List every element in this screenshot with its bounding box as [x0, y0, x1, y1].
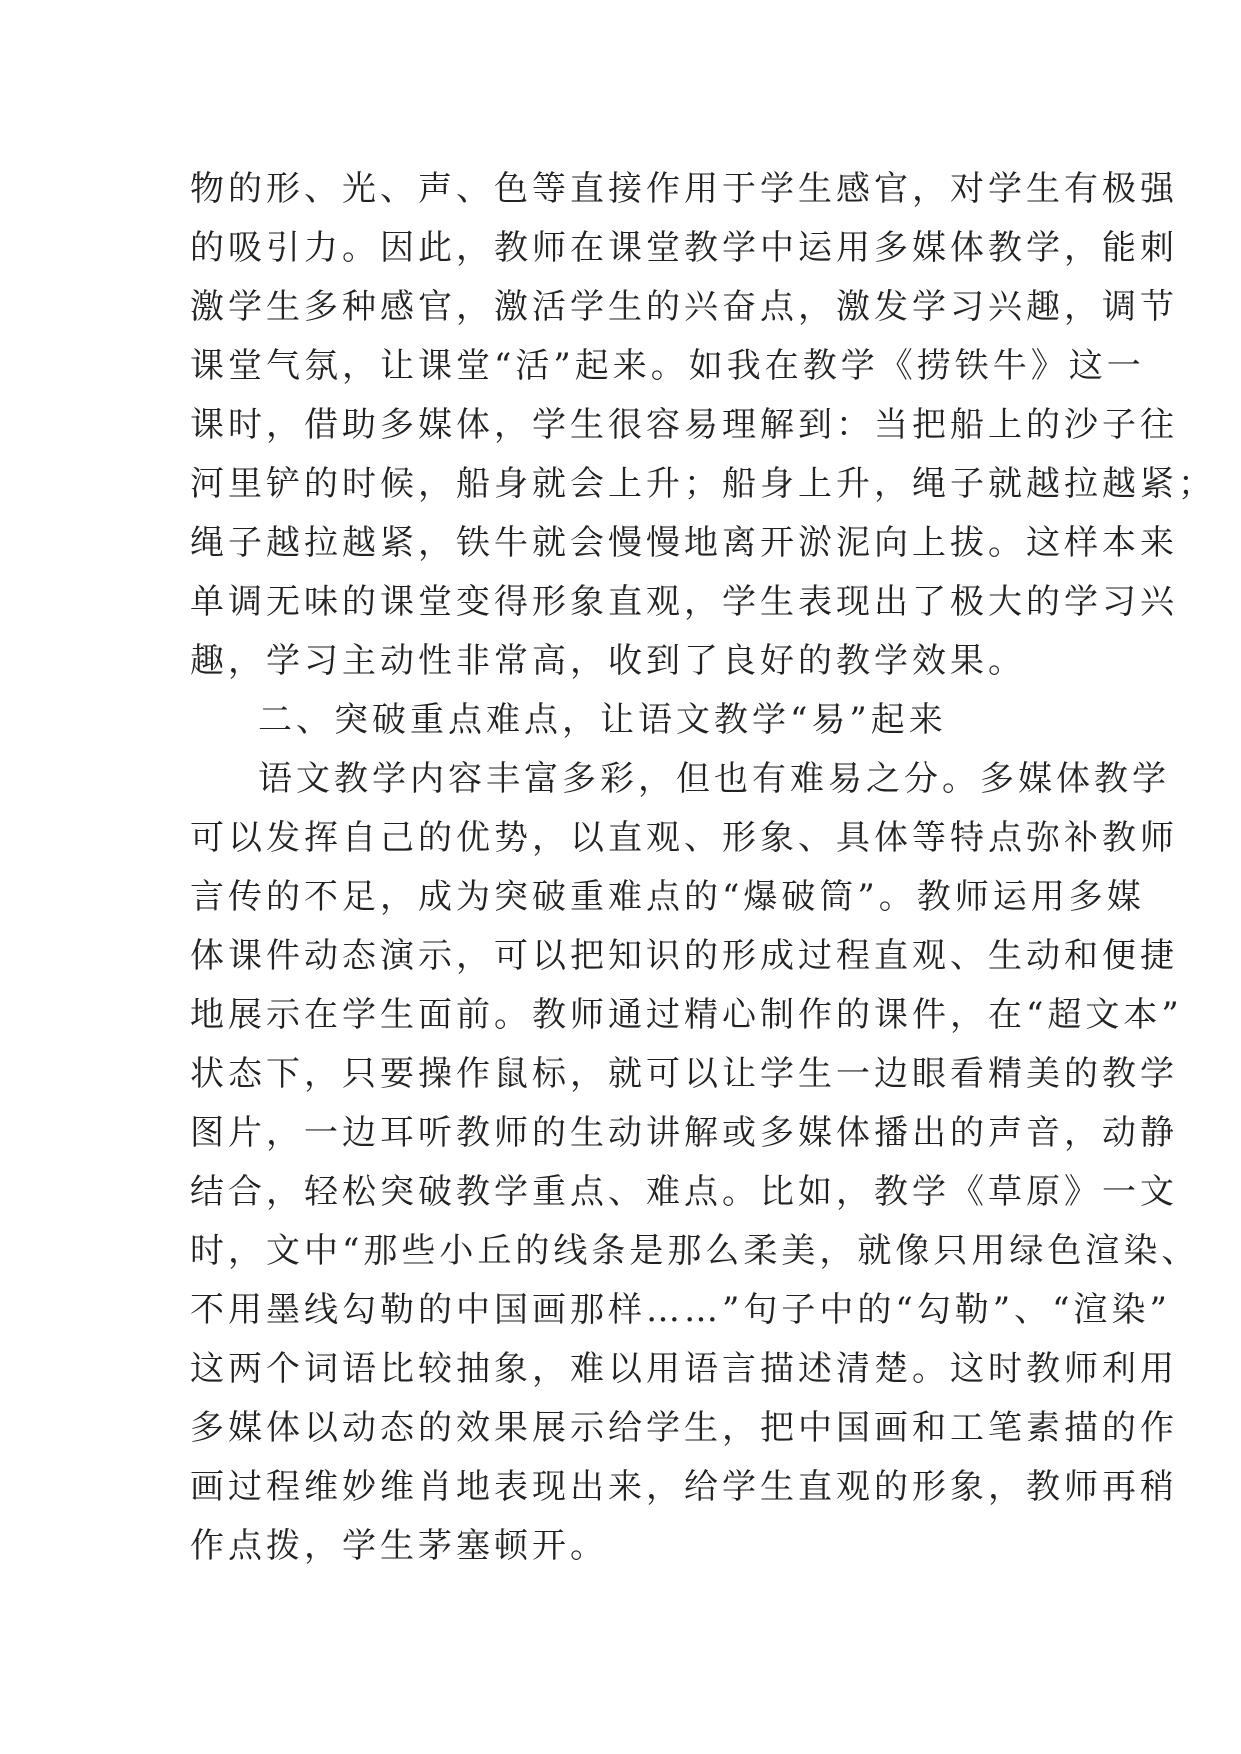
- text-line: 作点拨，学生茅塞顿开。: [190, 1526, 608, 1566]
- text-line: 不用墨线勾勒的中国画那样……”句子中的“勾勒”、“渲染”: [190, 1290, 1171, 1330]
- text-line: 激学生多种感官，激活学生的兴奋点，激发学习兴趣，调节: [190, 287, 1178, 327]
- text-line: 可以发挥自己的优势，以直观、形象、具体等特点弥补教师: [190, 818, 1178, 858]
- text-line: 河里铲的时候，船身就会上升；船身上升，绳子就越拉越紧；: [190, 464, 1216, 504]
- text-line: 这两个词语比较抽象，难以用语言描述清楚。这时教师利用: [190, 1349, 1178, 1389]
- text-line: 绳子越拉越紧，铁牛就会慢慢地离开淤泥向上拔。这样本来: [190, 523, 1178, 563]
- text-line: 画过程维妙维肖地表现出来，给学生直观的形象，教师再稍: [190, 1467, 1178, 1507]
- text-line: 图片，一边耳听教师的生动讲解或多媒体播出的声音，动静: [190, 1113, 1178, 1153]
- text-line: 时，文中“那些小丘的线条是那么柔美，就像只用绿色渲染、: [190, 1231, 1200, 1271]
- text-line: 物的形、光、声、色等直接作用于学生感官，对学生有极强: [190, 169, 1178, 209]
- section-heading: 二、突破重点难点，让语文教学“易”起来: [258, 700, 947, 740]
- text-line: 课堂气氛，让课堂“活”起来。如我在教学《捞铁牛》这一: [190, 346, 1145, 386]
- paragraph-first-line: 语文教学内容丰富多彩，但也有难易之分。多媒体教学: [258, 759, 1170, 799]
- text-line: 地展示在学生面前。教师通过精心制作的课件，在“超文本”: [190, 995, 1183, 1035]
- text-line: 体课件动态演示，可以把知识的形成过程直观、生动和便捷: [190, 936, 1178, 976]
- body-text: [190, 160, 1216, 1576]
- text-line: 结合，轻松突破教学重点、难点。比如，教学《草原》一文: [190, 1172, 1178, 1212]
- text-line: 言传的不足，成为突破重难点的“爆破筒”。教师运用多媒: [190, 877, 1145, 917]
- text-line: 课时，借助多媒体，学生很容易理解到：当把船上的沙子往: [190, 405, 1178, 445]
- text-line: 单调无味的课堂变得形象直观，学生表现出了极大的学习兴: [190, 582, 1178, 622]
- text-line: 趣，学习主动性非常高，收到了良好的教学效果。: [190, 641, 1026, 681]
- text-line: 状态下，只要操作鼠标，就可以让学生一边眼看精美的教学: [190, 1054, 1178, 1094]
- text-line: 多媒体以动态的效果展示给学生，把中国画和工笔素描的作: [190, 1408, 1178, 1448]
- text-line: 的吸引力。因此，教师在课堂教学中运用多媒体教学，能刺: [190, 228, 1178, 268]
